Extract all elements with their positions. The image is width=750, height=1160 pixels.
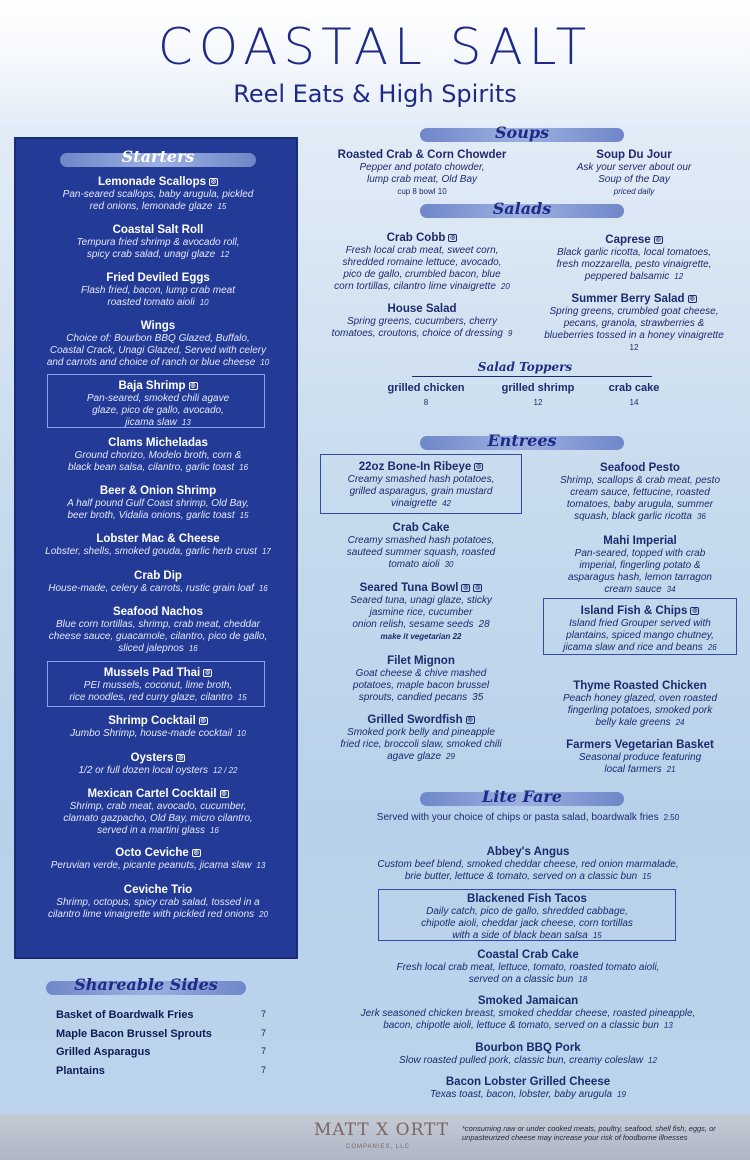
side-item: Maple Bacon Brussel Sprouts 7 <box>56 1028 266 1040</box>
entree-grilled-swordfish: Grilled Swordfish ◎ Smoked pork belly and pineapple fried rice, broccoli slaw, smoked chili agave glaze 29 <box>340 714 502 762</box>
topper-price: 8 <box>423 398 429 407</box>
gluten-free-icon: ◎ <box>692 607 698 614</box>
starter-clams-micheladas: Clams Micheladas Ground chorizo, Modelo broth, corn & black bean salsa, cilantro, garlic toast 16 <box>67 437 249 473</box>
lite-coastal-crab-cake: Coastal Crab Cake Fresh local crab meat, lettuce, tomato, roasted tomato aioli, served on a classic bun 18 <box>396 949 660 985</box>
company-logo-sub: COMPANIES, LLC <box>346 1144 410 1150</box>
gluten-free-icon: ◎ <box>655 236 661 243</box>
lite-fare-intro: Served with your choice of chips or pasta salad, boardwalk fries 2.50 <box>376 812 680 823</box>
lite-bourbon-bbq-pork: Bourbon BBQ Pork Slow roasted pulled pork, classic bun, creamy coleslaw 12 <box>399 1042 657 1066</box>
entree-seared-tuna-bowl: Seared Tuna Bowl ◎ ◎ Seared tuna, unagi glaze, sticky jasmine rice, cucumber onion relish, sesame seeds 28 make it vegetarian 22 <box>350 582 492 641</box>
starter-mussels-pad-thai: Mussels Pad Thai ◎ PEI mussels, coconut, lime broth, rice noodles, red curry glaze, cilantro 15 <box>69 667 247 703</box>
starter-wings: Wings Choice of: Bourbon BBQ Glazed, Buffalo, Coastal Crack, Unagi Glazed, Served with celery and carrots and choice of ranch or blue cheese 10 <box>46 320 270 368</box>
entree-farmers-vegetarian-basket: Farmers Vegetarian Basket Seasonal produce featuring local farmers 21 <box>566 739 714 775</box>
starter-lobster-mac: Lobster Mac & Cheese Lobster, shells, smoked gouda, garlic herb crust 17 <box>45 533 271 557</box>
gluten-free-icon: ◎ <box>210 178 217 185</box>
entree-ribeye: 22oz Bone-In Ribeye ◎ Creamy smashed hash potatoes, grilled asparagus, grain mustard vinaigrette 42 <box>347 461 495 509</box>
entree-island-fish-chips: Island Fish & Chips ◎ Island fried Grouper served with plantains, spiced mango chutney, jicama slaw and rice and beans 26 <box>563 605 717 653</box>
starter-oysters: Oysters ◎ 1/2 or full dozen local oysters 12 / 22 <box>78 752 238 776</box>
topper-price: 14 <box>629 398 639 407</box>
gluten-free-icon: ◎ <box>178 754 184 761</box>
menu-footer <box>0 1114 750 1160</box>
restaurant-subtitle: Reel Eats & High Spirits <box>233 80 517 108</box>
side-item: Grilled Asparagus 7 <box>56 1046 266 1058</box>
salad-toppers-heading: Salad Toppers <box>477 360 573 374</box>
lite-fare-heading: Lite Fare <box>482 787 562 806</box>
starters-heading: Starters <box>121 147 195 166</box>
lite-bacon-lobster-grilled-cheese: Bacon Lobster Grilled Cheese Texas toast, bacon, lobster, baby arugula 19 <box>430 1076 626 1100</box>
starter-lemonade-scallops: Lemonade Scallops ◎ Pan-seared scallops, baby arugula, pickled red onions, lemonade glaze 15 <box>62 176 254 212</box>
salads-heading: Salads <box>492 199 552 218</box>
entree-seafood-pesto: Seafood Pesto Shrimp, scallops & crab meat, pesto cream sauce, fettucine, roasted tomatoes, baby arugula, summer squash, black garlic ricotta 36 <box>559 462 721 522</box>
entree-mahi-imperial: Mahi Imperial Pan-seared, topped with crab imperial, fingerling potato & asparagus hash, lemon tarragon cream sauce 34 <box>568 535 712 595</box>
lite-blackened-fish-tacos: Blackened Fish Tacos Daily catch, pico de gallo, shredded cabbage, chipotle aioli, cheddar jack cheese, corn tortillas with a side of black bean salsa 15 <box>421 893 633 941</box>
gluten-free-icon: ◎ <box>221 790 227 797</box>
entrees-heading: Entrees <box>487 431 557 450</box>
gluten-free-icon: ◎ <box>190 382 196 389</box>
gluten-free-icon: ◎ <box>476 463 482 470</box>
gluten-free-icon: ◎ <box>450 234 456 241</box>
soup-crab-corn-chowder: Roasted Crab & Corn Chowder Pepper and potato chowder, lump crab meat, Old Bay cup 8 bowl 10 <box>337 149 507 196</box>
gluten-free-icon: ◎ <box>193 849 199 856</box>
starter-octo-ceviche: Octo Ceviche ◎ Peruvian verde, picante peanuts, jicama slaw 13 <box>50 847 266 871</box>
gluten-free-icon: ◎ <box>467 716 473 723</box>
sides-heading: Shareable Sides <box>74 975 218 994</box>
restaurant-title: COASTAL SALT <box>157 18 593 76</box>
starter-baja-shrimp: Baja Shrimp ◎ Pan-seared, smoked chili agave glaze, pico de gallo, avocado, jicama slaw 13 <box>86 380 230 428</box>
topper-grilled-shrimp: grilled shrimp <box>501 382 575 394</box>
starter-coastal-salt-roll: Coastal Salt Roll Tempura fried shrimp & avocado roll, spicy crab salad, unagi glaze 12 <box>76 224 240 260</box>
lite-smoked-jamaican: Smoked Jamaican Jerk seasoned chicken breast, smoked cheddar cheese, roasted pineapple, bacon, chipotle aioli, lettuce & tomato, served on a classic bun 13 <box>360 995 696 1031</box>
starter-seafood-nachos: Seafood Nachos Blue corn tortillas, shrimp, crab meat, cheddar cheese sauce, guacamole, cilantro, pico de gallo, sliced jalepnos 16 <box>48 606 268 654</box>
side-item: Plantains 7 <box>56 1065 266 1077</box>
gluten-free-icon: ◎ <box>463 584 469 591</box>
soups-heading: Soups <box>494 123 550 142</box>
company-logo: MATT X ORTT <box>314 1120 450 1140</box>
starter-beer-onion-shrimp: Beer & Onion Shrimp A half pound Gulf Coast shrimp, Old Bay, beer broth, Vidalia onions, garlic toast 15 <box>67 485 249 521</box>
topper-crab-cake: crab cake <box>608 382 660 394</box>
salad-house: House Salad Spring greens, cucumbers, cherry tomatoes, croutons, choice of dressing 9 <box>331 303 513 339</box>
salad-summer-berry: Summer Berry Salad ◎ Spring greens, crumbled goat cheese, pecans, granola, strawberries & blueberries tossed in a honey vinaigrette 12 <box>544 293 724 352</box>
gluten-free-icon: ◎ <box>205 669 211 676</box>
side-item: Basket of Boardwalk Fries 7 <box>56 1009 266 1021</box>
entree-thyme-roasted-chicken: Thyme Roasted Chicken Peach honey glazed, oven roasted fingerling potatoes, smoked pork belly kale greens 24 <box>563 680 717 728</box>
starter-ceviche-trio: Ceviche Trio Shrimp, octopus, spicy crab salad, tossed in a cilantro lime vinaigrette with pickled red onions 20 <box>47 884 269 920</box>
menu-header <box>0 0 750 120</box>
salad-crab-cobb: Crab Cobb ◎ Fresh local crab meat, sweet corn, shredded romaine lettuce, avocado, pico de gallo, crumbled bacon, blue corn tortillas, cilantro lime vinaigrette 20 <box>334 232 510 292</box>
salad-caprese: Caprese ◎ Black garlic ricotta, local tomatoes, fresh mozzarella, pesto vinaigrette, peppered balsamic 12 <box>556 234 712 282</box>
toppers-underline <box>412 376 652 377</box>
soup-du-jour: Soup Du Jour Ask your server about our Soup of the Day priced daily <box>576 149 692 196</box>
topper-price: 12 <box>533 398 543 407</box>
starter-shrimp-cocktail: Shrimp Cocktail ◎ Jumbo Shrimp, house-made cocktail 10 <box>70 715 246 739</box>
gluten-free-icon: ◎ <box>200 717 206 724</box>
lite-abbeys-angus: Abbey's Angus Custom beef blend, smoked cheddar cheese, red onion marmalade, brie butter, lettuce & tomato, served on a classic bun 15 <box>377 846 679 882</box>
entree-filet-mignon: Filet Mignon Goat cheese & chive mashed potatoes, maple bacon brussel sprouts, candied pecans 35 <box>352 655 490 703</box>
food-safety-disclaimer: *consuming raw or under cooked meats, poultry, seafood, shell fish, eggs, or unpasteurized cheese may increase your risk of foodborne illnesses <box>462 1124 716 1142</box>
starters-panel <box>14 137 298 959</box>
entree-crab-cake: Crab Cake Creamy smashed hash potatoes, sauteed summer squash, roasted tomato aioli 30 <box>346 522 496 570</box>
topper-grilled-chicken: grilled chicken <box>387 382 465 394</box>
starter-crab-dip: Crab Dip House-made, celery & carrots, rustic grain loaf 16 <box>48 570 268 594</box>
dairy-free-icon: ◎ <box>475 584 481 591</box>
starter-fried-deviled-eggs: Fried Deviled Eggs Flash fried, bacon, lump crab meat roasted tomato aioli 10 <box>81 272 235 308</box>
gluten-free-icon: ◎ <box>689 295 695 302</box>
starter-mexican-cartel-cocktail: Mexican Cartel Cocktail ◎ Shrimp, crab meat, avocado, cucumber, clamato gazpacho, Old Bay, micro cilantro, served in a martini glass 16 <box>63 788 253 836</box>
